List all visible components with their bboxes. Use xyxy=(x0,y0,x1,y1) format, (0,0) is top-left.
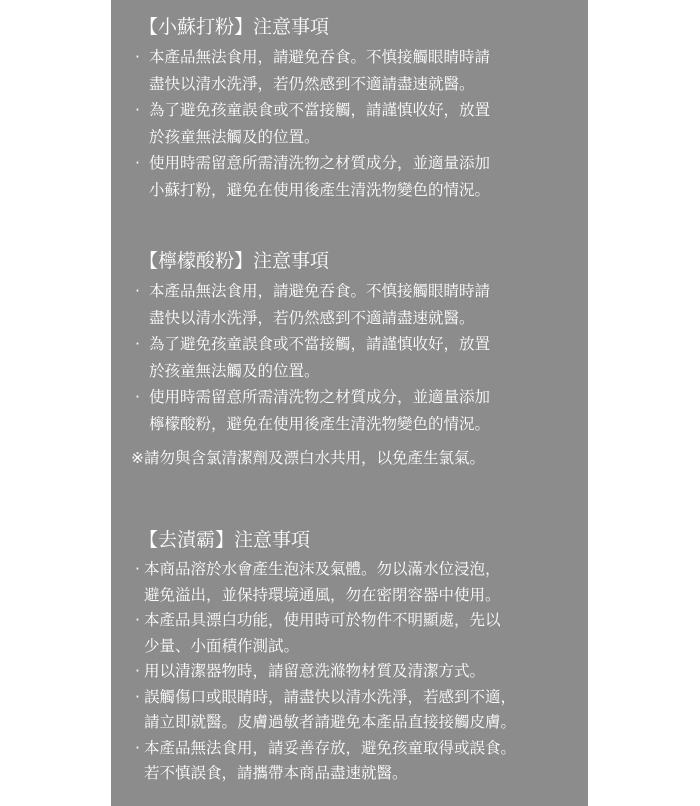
notice-list xyxy=(135,557,575,787)
section-title: 【檸檬酸粉】注意事項 xyxy=(139,250,330,272)
item-text: 本產品具漂白功能，使用時可於物件不明顯處，先以 少量、小面積作測試。 xyxy=(144,611,501,655)
warning-note: ※請勿與含氯清潔劑及漂白水共用，以免產生氯氣。 xyxy=(131,449,485,467)
list-item xyxy=(135,608,575,659)
section-title: 【小蘇打粉】注意事項 xyxy=(139,16,330,38)
item-text: 使用時需留意所需清洗物之材質成分，並適量添加 檸檬酸粉，避免在使用後產生清洗物變色的情況。 xyxy=(149,388,491,433)
item-text: 為了避免孩童誤食或不當接觸，請謹慎收好，放置 於孩童無法觸及的位置。 xyxy=(149,335,491,380)
bullet: · xyxy=(135,282,140,300)
bullet: · xyxy=(135,154,140,172)
bullet: · xyxy=(135,335,140,353)
item-text: 本產品無法食用，請避免吞食。不慎接觸眼睛時請 盡快以清水洗淨，若仍然感到不適請盡速就醫。 xyxy=(149,48,491,93)
list-item xyxy=(135,44,575,97)
notice-list xyxy=(135,44,575,203)
item-text: 為了避免孩童誤食或不當接觸，請謹慎收好，放置 於孩童無法觸及的位置。 xyxy=(149,101,491,146)
section-title: 【去漬霸】注意事項 xyxy=(139,529,311,551)
list-item xyxy=(135,557,575,608)
list-item xyxy=(135,659,575,685)
section-stain-remover xyxy=(135,527,575,787)
list-item xyxy=(135,97,575,150)
item-text: 用以清潔器物時，請留意洗滌物材質及清潔方式。 xyxy=(144,662,486,680)
bullet: · xyxy=(135,738,140,757)
bullet: · xyxy=(135,662,140,680)
item-text: 本產品無法食用，請妥善存放，避免孩童取得或誤食。 若不慎誤食，請攜帶本商品盡速就醫。 xyxy=(144,738,517,782)
bullet: · xyxy=(135,48,140,66)
section-citric-acid xyxy=(135,248,575,437)
section-baking-soda xyxy=(135,14,575,203)
notice-list xyxy=(135,278,575,437)
item-text: 本產品無法食用，請避免吞食。不慎接觸眼睛時請 盡快以清水洗淨，若仍然感到不適請盡速就醫。 xyxy=(149,282,491,327)
bullet: · xyxy=(135,687,140,706)
list-item xyxy=(135,685,575,736)
bullet: · xyxy=(135,388,140,406)
item-text: 本商品溶於水會產生泡沫及氣體。勿以滿水位浸泡， 避免溢出，並保持環境通風，勿在密閉容器中使用。 xyxy=(144,560,501,604)
bullet: · xyxy=(135,560,140,578)
list-item xyxy=(135,736,575,787)
item-text: 誤觸傷口或眼睛時，請盡快以清水洗淨，若感到不適， 請立即就醫。皮膚過敏者請避免本產品直接接觸皮膚。 xyxy=(144,687,517,731)
bullet: · xyxy=(135,611,140,629)
list-item xyxy=(135,331,575,384)
bullet: · xyxy=(135,101,140,119)
list-item xyxy=(135,150,575,203)
list-item xyxy=(135,278,575,331)
item-text: 使用時需留意所需清洗物之材質成分，並適量添加 小蘇打粉，避免在使用後產生清洗物變色的情況。 xyxy=(149,154,491,199)
list-item xyxy=(135,384,575,437)
